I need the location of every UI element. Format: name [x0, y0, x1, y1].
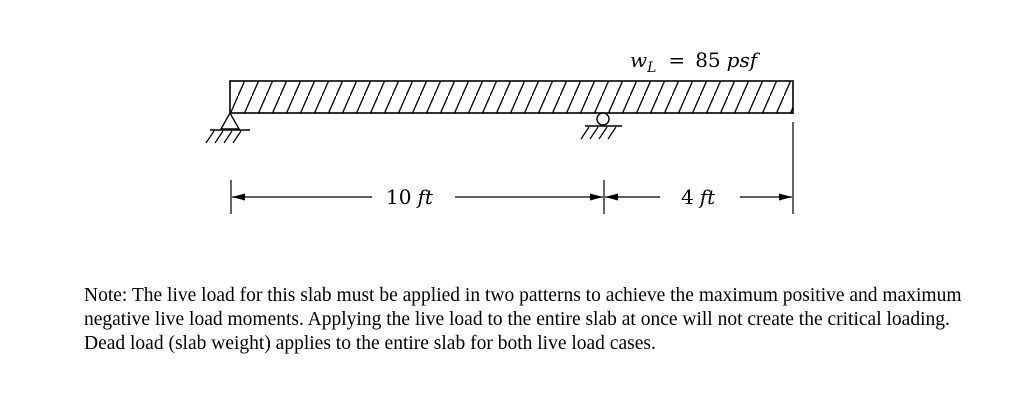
pin-support-icon [206, 113, 250, 143]
span2-label: 4 ft [681, 185, 716, 209]
load-label: $w_L = 85$ psf [630, 48, 758, 76]
span1-label: 10 ft [386, 185, 433, 209]
note-text: Note: The live load for this slab must be applied in two patterns to achieve the maximum positive and maximum negative live load moments. Applying the live load to the entire slab at once will not create the critical loading. Dead load (slab weight) applies to the entire slab for both live load cases. [84, 285, 962, 354]
slab-beam [230, 81, 793, 113]
roller-support-icon [581, 113, 622, 139]
